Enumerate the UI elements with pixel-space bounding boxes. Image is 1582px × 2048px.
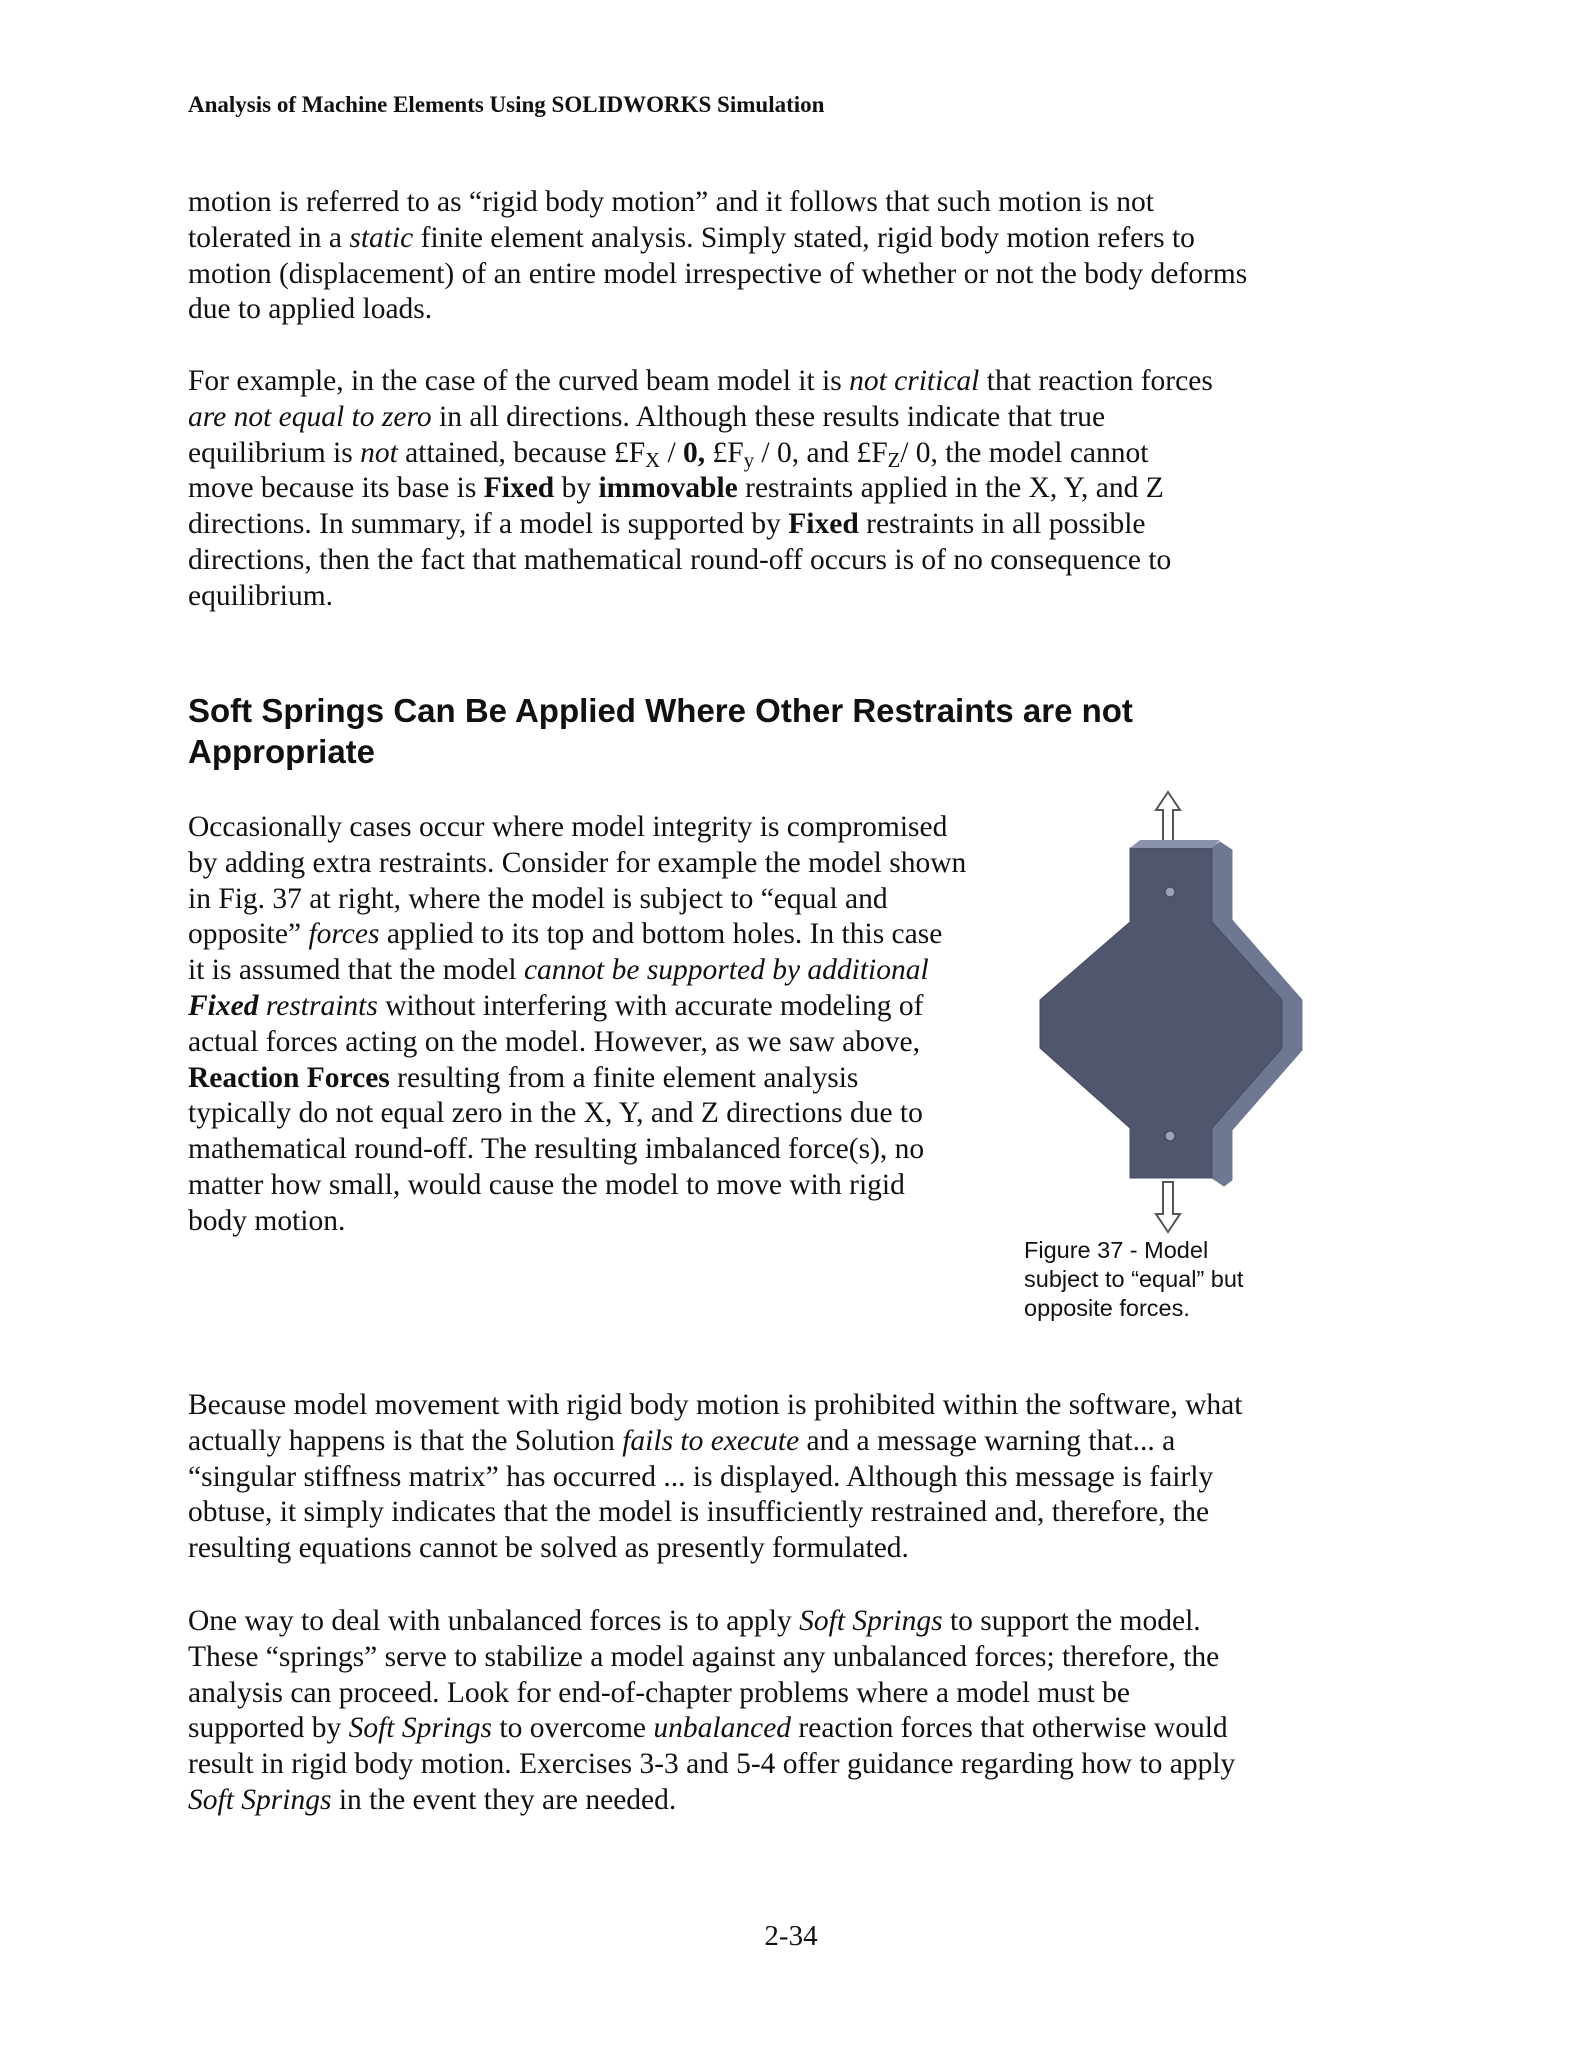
- text-line: are not equal to zero in all directions. Although these results indicate that true: [188, 400, 1106, 433]
- text-line: equilibrium is not attained, because $£F_X / 0$, $£F_y / 0$, and $£F_Z/$ 0, the model cannot: [188, 436, 1149, 472]
- text-line: Because model movement with rigid body motion is prohibited within the software, what: [188, 1389, 1243, 1421]
- text-line: These “springs” serve to stabilize a model against any unbalanced forces; therefore, the: [188, 1640, 1220, 1673]
- text-line: Occasionally cases occur where model integrity is compromised: [188, 811, 948, 843]
- model-illustration: [1020, 778, 1310, 1238]
- text-line: equilibrium.: [188, 579, 334, 612]
- text-line: actual forces acting on the model. However, as we saw above,: [188, 1025, 920, 1058]
- top-hole: [1165, 887, 1175, 897]
- figure-caption: Figure 37 - Model subject to “equal” but opposite forces.: [1024, 1237, 1244, 1321]
- top-force-arrow-icon: [1156, 792, 1180, 844]
- plate-body: [1040, 840, 1302, 1186]
- text-line: move because its base is Fixed by immovable restraints applied in the X, Y, and Z: [188, 472, 1164, 505]
- text-line: motion (displacement) of an entire model irrespective of whether or not the body deforms: [188, 257, 1248, 290]
- text-line: due to applied loads.: [188, 293, 433, 326]
- text-line: in Fig. 37 at right, where the model is subject to “equal and: [188, 882, 888, 915]
- text-line: Fixed restraints without interfering with accurate modeling of: [188, 989, 924, 1022]
- bottom-force-arrow-icon: [1156, 1182, 1180, 1232]
- figure-37-model: [1020, 778, 1310, 1238]
- text-line: analysis can proceed. Look for end-of-chapter problems where a model must be: [188, 1676, 1131, 1709]
- text-line: by adding extra restraints. Consider for example the model shown: [188, 846, 967, 879]
- text-line: One way to deal with unbalanced forces is to apply Soft Springs to support the model.: [188, 1605, 1201, 1637]
- paragraph-extra-restraints: [188, 810, 1018, 1240]
- text-line: Reaction Forces resulting from a finite element analysis: [188, 1061, 859, 1094]
- text-line: obtuse, it simply indicates that the model is insufficiently restrained and, therefore, the: [188, 1496, 1210, 1529]
- text-line: directions, then the fact that mathematical round-off occurs is of no consequence to: [188, 543, 1172, 576]
- text-line: “singular stiffness matrix” has occurred ... is displayed. Although this message is fairly: [188, 1460, 1214, 1493]
- text-line: it is assumed that the model cannot be supported by additional: [188, 954, 929, 987]
- text-line: typically do not equal zero in the X, Y, and Z directions due to: [188, 1097, 923, 1130]
- paragraph-soft-springs: [188, 1604, 1338, 1819]
- text-line: Soft Springs in the event they are needed.: [188, 1783, 677, 1816]
- page-number: 2-34: [764, 1920, 818, 1952]
- text-line: tolerated in a static finite element analysis. Simply stated, rigid body motion refers to: [188, 221, 1195, 254]
- text-line: For example, in the case of the curved beam model it is not critical that reaction forces: [188, 365, 1213, 397]
- text-line: motion is referred to as “rigid body motion” and it follows that such motion is not: [188, 186, 1154, 218]
- text-line: matter how small, would cause the model to move with rigid: [188, 1168, 905, 1201]
- text-line: supported by Soft Springs to overcome unbalanced reaction forces that otherwise would: [188, 1712, 1228, 1745]
- paragraph-rigid-body-motion: [188, 185, 1338, 328]
- running-header: Analysis of Machine Elements Using SOLIDWORKS Simulation: [188, 92, 825, 117]
- text-line: body motion.: [188, 1204, 346, 1237]
- bottom-hole: [1165, 1131, 1175, 1141]
- text-line: actually happens is that the Solution fails to execute and a message warning that... a: [188, 1424, 1176, 1457]
- text-line: resulting equations cannot be solved as presently formulated.: [188, 1532, 909, 1565]
- text-line: mathematical round-off. The resulting imbalanced force(s), no: [188, 1133, 925, 1166]
- text-line: result in rigid body motion. Exercises 3-3 and 5-4 offer guidance regarding how to apply: [188, 1748, 1236, 1781]
- paragraph-curved-beam-example: [188, 364, 1338, 615]
- section-heading: Soft Springs Can Be Applied Where Other Restraints are not Appropriate: [188, 692, 1133, 770]
- text-line: directions. In summary, if a model is supported by Fixed restraints in all possible: [188, 508, 1146, 541]
- paragraph-singular-matrix: [188, 1388, 1338, 1567]
- text-line: opposite” forces applied to its top and bottom holes. In this case: [188, 918, 943, 951]
